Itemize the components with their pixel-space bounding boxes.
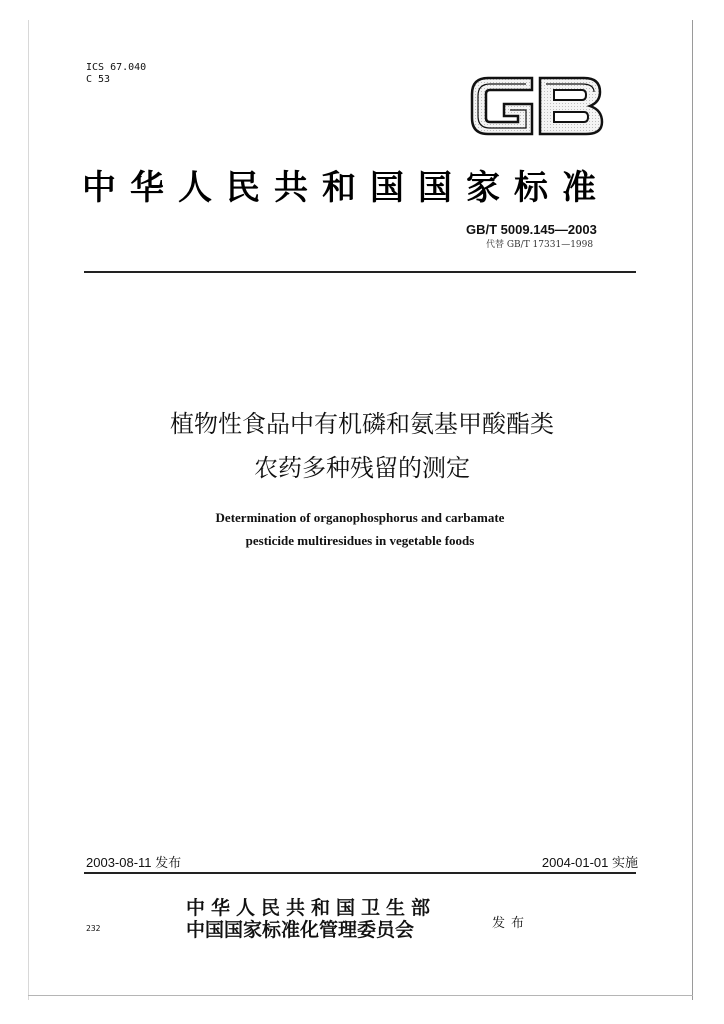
scan-edge-bottom (28, 995, 693, 996)
standard-number: GB/T 5009.145—2003 (466, 222, 597, 237)
publish-label: 发布 (492, 916, 531, 931)
page-number: 232 (86, 924, 101, 933)
standard-number-block (466, 222, 626, 250)
issue-date: 2003-08-11 发布 (86, 855, 182, 870)
document-title-en-line1: Determination of organophosphorus and carbamate (215, 510, 505, 525)
issuer-standardization-administration: 中国国家标准化管理委员会 (186, 919, 415, 941)
gb-logo-icon (466, 70, 608, 142)
issuer-ministry-of-health: 中华人民共和国卫生部 (186, 897, 437, 919)
ics-code: ICS 67.040 (86, 62, 147, 73)
document-title-cn-line2: 农药多种残留的测定 (254, 454, 470, 482)
classification-codes (86, 62, 146, 86)
ccs-code: C 53 (86, 74, 111, 85)
issuing-authorities (186, 897, 436, 941)
header-divider (84, 271, 636, 273)
replaces-standard: 代替 GB/T 17331—1998 (486, 240, 594, 250)
document-title-cn-line1: 植物性食品中有机磷和氨基甲酸酯类 (170, 410, 554, 438)
effective-date: 2004-01-01 实施 (541, 855, 638, 870)
standard-title: 中华人民共和国国家标准 (82, 168, 610, 208)
footer-divider (84, 872, 636, 874)
document-title-en-line2: pesticide multiresidues in vegetable foods (245, 533, 475, 548)
